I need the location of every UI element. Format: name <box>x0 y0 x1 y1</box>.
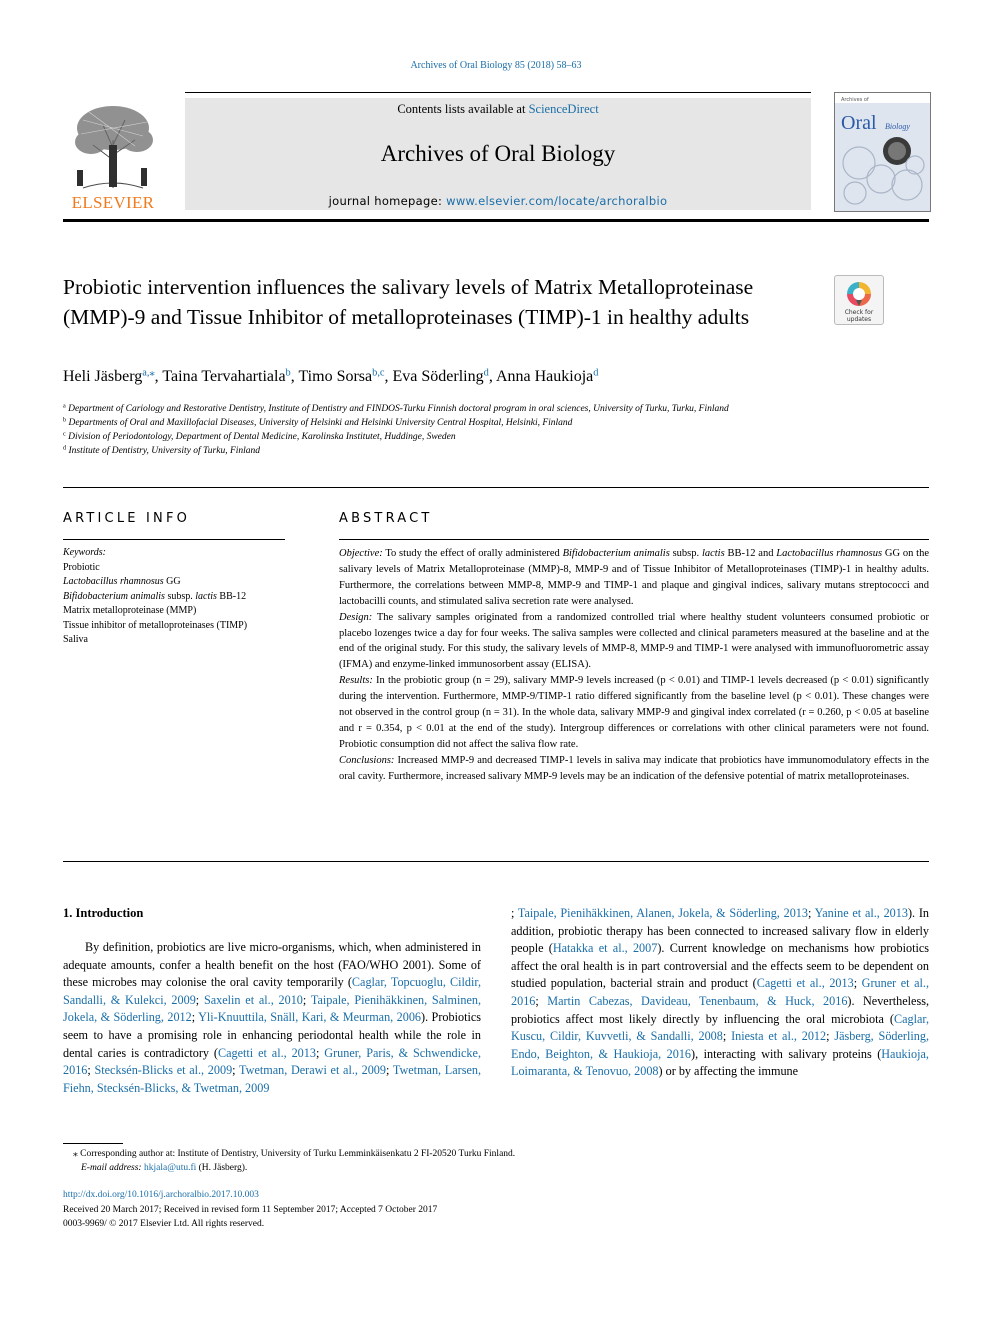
citation-link[interactable]: Twetman, Larsen, Fiehn, Stecksén-Blicks, & Twetman, 2009 <box>63 1063 482 1095</box>
crossmark-line2: updates <box>846 316 872 323</box>
homepage-link[interactable]: www.elsevier.com/locate/archoralbio <box>446 194 668 208</box>
keyword: Saliva <box>63 634 88 645</box>
author-affiliation-mark[interactable]: d <box>593 367 599 379</box>
header-top-rule <box>185 92 811 93</box>
affiliation-item <box>63 402 823 416</box>
author-separator: , <box>488 368 496 385</box>
crossmark-line1: Check for <box>844 309 874 316</box>
citation-link[interactable]: Stecksén-Blicks et al., 2009 <box>94 1063 233 1078</box>
journal-homepage-line <box>185 194 811 208</box>
email-note: E-mail address: hkjala@utu.fi (H. Jäsberg). <box>81 1163 248 1173</box>
cover-subtitle-text: Biology <box>885 122 910 131</box>
check-for-updates-badge[interactable] <box>834 275 884 325</box>
keyword: Lactobacillus rhamnosus GG <box>63 576 181 587</box>
citation-link[interactable]: Jäsberg, Söderling, Endo, Beighton, & Haukioja, 2016 <box>511 1029 929 1061</box>
doi-link[interactable]: http://dx.doi.org/10.1016/j.archoralbio.2017.10.003 <box>63 1190 259 1200</box>
citation-link[interactable]: Gruner et al., 2016 <box>511 976 930 1008</box>
affiliation-mark: d <box>63 445 67 452</box>
keyword: Probiotic <box>63 561 100 573</box>
citation-link[interactable]: Cagetti et al., 2013 <box>217 1045 316 1060</box>
abstract-heading: ABSTRACT <box>339 511 433 526</box>
citation-link[interactable]: Cagetti et al., 2013 <box>756 976 854 991</box>
keyword: Tissue inhibitor of metalloproteinases (TIMP) <box>63 619 248 631</box>
journal-title: Archives of Oral Biology <box>380 141 616 166</box>
abstract-conclusions: Conclusions: Increased MMP-9 and decreased TIMP-1 levels in saliva may indicate that probiotics have immunomodulatory effects in the oral cavity. Furthermore, increased salivary MMP-9 levels may be an indication of the defensive potential of matrix metalloproteinases. <box>339 754 929 782</box>
keyword: Matrix metalloproteinase (MMP) <box>63 605 197 616</box>
citation-link[interactable]: Twetman, Derawi et al., 2009 <box>239 1063 386 1078</box>
citation-link[interactable]: Haukioja, Loimaranta, & Tenovuo, 2008 <box>511 1046 929 1079</box>
author-name[interactable]: Timo Sorsa <box>298 368 373 385</box>
citation-link[interactable]: Martin Cabezas, Davideau, Tenenbaum, & Huck, 2016 <box>547 993 848 1008</box>
citation-link[interactable]: Yli-Knuuttila, Snäll, Kari, & Meurman, 2006 <box>198 1010 422 1025</box>
elsevier-logo-text: ELSEVIER <box>71 193 155 212</box>
affiliation-text: Division of Periodontology, Department of Dental Medicine, Karolinska Institutet, Huddinge, Sweden <box>68 432 456 442</box>
affiliations <box>63 402 823 458</box>
body-column-left <box>63 905 481 1097</box>
citation-link[interactable]: Iniesta et al., 2012 <box>731 1029 827 1044</box>
author-separator: , <box>154 368 163 385</box>
affiliation-text: Department of Cariology and Restorative Dentistry, Institute of Dentistry and FINDOS-Turku Finnish doctoral program in oral sciences, University of Turku, Turku, Finland <box>68 404 729 414</box>
citation-link[interactable]: Gruner, Paris, & Schwendicke, 2016 <box>63 1045 481 1078</box>
keywords-block <box>63 546 285 648</box>
cover-top-text: Archives of <box>841 97 869 103</box>
citation-link[interactable]: Hatakka et al., 2007 <box>552 941 658 956</box>
crossmark-icon <box>835 276 883 324</box>
journal-cover-thumbnail[interactable] <box>834 92 931 212</box>
intro-paragraph: By definition, probiotics are live micro-organisms, which, when administered in adequate amounts, confer a health benefit on the host (FAO/WHO 2001). Some of these microbes may colonise the oral cavity temporarily (Caglar, Topcuoglu, Cildir, Sandalli, & Kulekci, 2009; Saxelin et al., 2010; Taipale, Pienihäkkinen, Salminen, Jokela, & Söderling, 2012; Yli-Knuuttila, Snäll, Kari, & Meurman, 2006). Probiotics seem to have a promising role in enhancing periodontal health while the role in dental caries is contradictory (Cagetti et al., 2013; Gruner, Paris, & Schwendicke, 2016; Stecksén-Blicks et al., 2009; Twetman, Derawi et al., 2009; Twetman, Larsen, Fiehn, Stecksén-Blicks, & Twetman, 2009 <box>63 940 482 1095</box>
abstract-results: Results: In the probiotic group (n = 29), salivary MMP-9 levels increased (p < 0.01) and TIMP-1 levels decreased (p < 0.01) significantly during the intervention. Furthermore, MMP-9/TIMP-1 ratio differed significantly from the baseline level (p < 0.01). These changes were not observed in the control group (n = 31). In the whole data, salivary MMP-9 and gingival index correlated (r = 0.260, p < 0.05 at baseline and r = 0.354, p < 0.01 at the end of the study). Intergroup differences or correlations with other clinical parameters were not found. Probiotic consumption did not affect the saliva flow rate. <box>339 675 929 750</box>
affiliation-text: Departments of Oral and Maxillofacial Diseases, University of Helsinki and Helsinki University Central Hospital, Helsinki, Finland <box>68 418 573 428</box>
keyword: Bifidobacterium animalis subsp. lactis BB-12 <box>63 590 247 602</box>
citation-link[interactable]: Caglar, Topcuoglu, Cildir, Sandalli, & Kulekci, 2009 <box>63 975 481 1007</box>
author-name[interactable]: Anna Haukioja <box>495 368 594 385</box>
affiliation-item <box>63 444 823 458</box>
journal-cover-image <box>835 93 930 211</box>
affiliation-item <box>63 416 823 430</box>
author-name[interactable]: Eva Söderling <box>392 368 484 385</box>
affiliation-text: Institute of Dentistry, University of Turku, Finland <box>68 446 261 456</box>
section-rule <box>63 487 929 488</box>
article-info-rule <box>63 539 285 540</box>
publication-info <box>63 1188 929 1232</box>
affiliation-mark: c <box>63 431 66 438</box>
author-affiliation-mark[interactable]: a,⁎ <box>142 367 155 379</box>
affiliation-mark: a <box>63 403 66 410</box>
corresponding-author-note: ⁎ Corresponding author at: Institute of Dentistry, University of Turku Lemminkäisenkatu 2 FI-20520 Turku Finland. <box>73 1149 516 1159</box>
citation-link[interactable]: Taipale, Pienihäkkinen, Alanen, Jokela, & Söderling, 2013 <box>517 906 808 920</box>
author-name[interactable]: Heli Jäsberg <box>63 368 143 385</box>
author-affiliation-mark[interactable]: d <box>483 367 489 379</box>
footnote-rule <box>63 1143 123 1144</box>
citation-link[interactable]: Yanine et al., 2013 <box>814 906 908 920</box>
author-list <box>63 368 929 386</box>
sciencedirect-link[interactable]: ScienceDirect <box>528 102 599 116</box>
citation-link[interactable]: Saxelin et al., 2010 <box>203 992 303 1007</box>
author-separator: , <box>290 368 299 385</box>
email-link[interactable]: hkjala@utu.fi <box>143 1163 197 1173</box>
article-title: Probiotic intervention influences the salivary levels of Matrix Metalloproteinase (MMP)-9 and Tissue Inhibitor of metalloproteinases (TIMP)-1 in healthy adults <box>63 275 754 329</box>
citation-link[interactable]: Caglar, Kuscu, Cildir, Kuvvetli, & Sandalli, 2008 <box>511 1011 929 1044</box>
affiliation-item <box>63 430 823 444</box>
author-name[interactable]: Taina Tervahartiala <box>162 368 286 385</box>
copyright-line: 0003-9969/ © 2017 Elsevier Ltd. All rights reserved. <box>63 1219 265 1229</box>
abstract-body <box>339 546 929 785</box>
abstract-rule <box>339 539 929 540</box>
introduction-heading: 1. Introduction <box>63 906 144 920</box>
body-column-right <box>511 905 929 1081</box>
affiliation-mark: b <box>63 417 67 424</box>
keywords-label: Keywords: <box>63 547 106 558</box>
elsevier-tree-icon <box>63 100 163 192</box>
section-rule <box>63 861 929 862</box>
article-info-heading: ARTICLE INFO <box>63 511 191 526</box>
author-affiliation-mark[interactable]: b,c <box>372 367 385 379</box>
author-affiliation-mark[interactable]: b <box>285 367 291 379</box>
cover-title-text: Oral <box>841 112 877 134</box>
abstract-objective: Objective: To study the effect of orally administered Bifidobacterium animalis subsp. lactis BB-12 and Lactobacillus rhamnosus GG on the salivary levels of Matrix Metalloproteinase (MMP)-8, MMP-9 and of Tissue Inhibitor of Metalloproteinases (TIMP)-1 in healthy adults. Furthermore, the correlations between MMP-8, MMP-9 and TIMP-1 and plaque and gingival indices, salivary mutans streptococci and lactobacilli counts, and stimulated saliva secretion rate were analysed. <box>339 548 929 607</box>
article-dates: Received 20 March 2017; Received in revised form 11 September 2017; Accepted 7 October 2017 <box>63 1204 438 1215</box>
citation-link[interactable]: Taipale, Pienihäkkinen, Salminen, Jokela, & Söderling, 2012 <box>63 992 481 1025</box>
abstract-design: Design: The salivary samples originated from a randomized controlled trial where healthy student volunteers consumed probiotic or placebo lozenges twice a day for four weeks. The saliva samples were collected and clinical parameters measured at the baseline and at the end of the original study. For this study, the salivary levels of MMP-8, MMP-9 and TIMP-1 were analysed with immunofluorometric assay (IFMA) and enzyme-linked immunosorbent assay (ELISA). <box>339 611 929 671</box>
journal-reference[interactable]: Archives of Oral Biology 85 (2018) 58–63 <box>410 60 582 71</box>
contents-line <box>185 102 811 117</box>
homepage-prefix: journal homepage: <box>328 194 447 208</box>
footnotes <box>63 1147 929 1175</box>
contents-prefix: Contents lists available at <box>397 102 529 116</box>
intro-paragraph-continued: ; Taipale, Pienihäkkinen, Alanen, Jokela, & Söderling, 2013; Yanine et al., 2013). In addition, probiotic therapy has been connected to increased salivary flow in elderly people (Hatakka et al., 2007). Current knowledge on mechanisms how probiotics affect the oral health is in part controversial and the effects seem to be dependent on studied population, bacterial strain and product (Cagetti et al., 2013; Gruner et al., 2016; Martin Cabezas, Davideau, Tenenbaum, & Huck, 2016). Nevertheless, probiotics affect most likely directly by influencing the oral microbiota (Caglar, Kuscu, Cildir, Kuvvetli, & Sandalli, 2008; Iniesta et al., 2012; Jäsberg, Söderling, Endo, Beighton, & Haukioja, 2016), interacting with salivary proteins (Haukioja, Loimaranta, & Tenovuo, 2008) or by affecting the immune <box>511 906 930 1079</box>
author-separator: , <box>384 368 393 385</box>
header-bottom-rule <box>63 219 929 222</box>
